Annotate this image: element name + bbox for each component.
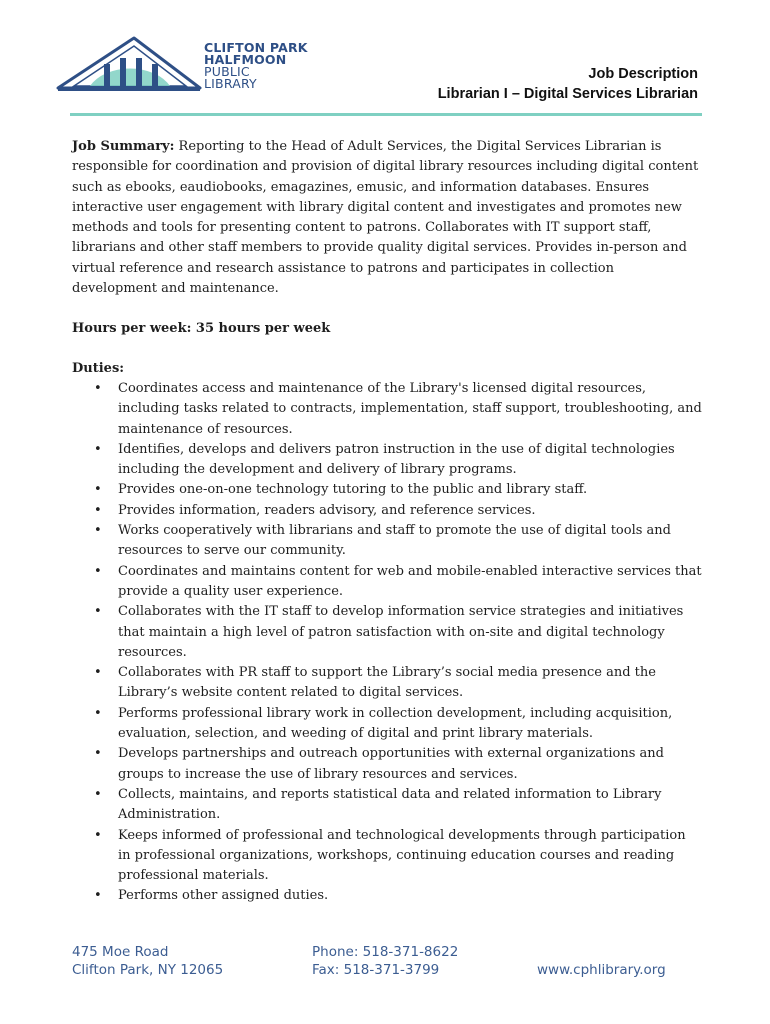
duty-text: Collects, maintains, and reports statistical data and related information to Library Administration. bbox=[118, 786, 662, 823]
bullet-icon: • bbox=[94, 827, 102, 843]
list-item bbox=[72, 785, 702, 826]
list-item bbox=[72, 440, 702, 481]
logo-line-3: PUBLIC bbox=[204, 64, 250, 79]
bullet-icon: • bbox=[94, 441, 102, 457]
duty-text: Collaborates with the IT staff to develop information service strategies and initiatives that maintain a high level of patron satisfaction with on-site and digital technology resources. bbox=[118, 604, 684, 660]
duty-text: Performs other assigned duties. bbox=[118, 888, 329, 904]
duty-text: Performs professional library work in collection development, including acquisition, evaluation, selection, and weeding of digital and print library materials. bbox=[118, 705, 673, 742]
duty-text: Identifies, develops and delivers patron instruction in the use of digital technologies including the development and delivery of library programs. bbox=[118, 441, 675, 478]
bullet-icon: • bbox=[94, 888, 102, 904]
bullet-icon: • bbox=[94, 563, 102, 579]
phone-number: Phone: 518-371-8622 bbox=[312, 944, 459, 960]
fax-number: Fax: 518-371-3799 bbox=[312, 962, 440, 978]
doc-type: Job Description bbox=[588, 66, 698, 82]
logo-line-2: HALFMOON bbox=[204, 52, 287, 67]
duty-text: Keeps informed of professional and technological developments through participation in professional organizations, workshops, continuing education courses and reading professional materials. bbox=[118, 827, 686, 884]
logo-wordmark bbox=[204, 42, 314, 90]
list-item bbox=[72, 501, 702, 521]
footer-address bbox=[72, 943, 223, 979]
bullet-icon: • bbox=[94, 502, 102, 518]
summary-text: Reporting to the Head of Adult Services, the Digital Services Librarian is responsible for coordination and provision of digital library resources including digital content such as ebooks, eaudiobooks, emagazines, emusic, and information databases. Ensures interactive user engagement with library digital content and investigates and promotes new methods and tools for presenting content to patrons. Collaborates with IT support staff, librarians and other staff members to provide quality digital services. Provides in-person and virtual reference and research assistance to patrons and participates in collection development and maintenance. bbox=[72, 139, 699, 297]
hours-per-week: Hours per week: 35 hours per week bbox=[72, 321, 331, 337]
bullet-icon: • bbox=[94, 482, 102, 498]
bullet-icon: • bbox=[94, 523, 102, 539]
bullet-icon: • bbox=[94, 746, 102, 762]
website-link[interactable]: www.cphlibrary.org bbox=[537, 962, 666, 978]
duty-text: Collaborates with PR staff to support the Library’s social media presence and the Library’s website content related to digital services. bbox=[118, 665, 656, 701]
logo-line-4: LIBRARY bbox=[204, 76, 257, 91]
header-divider bbox=[70, 113, 702, 116]
document-body bbox=[72, 137, 702, 907]
job-summary bbox=[72, 137, 702, 299]
duty-text: Coordinates and maintains content for web and mobile-enabled interactive services that provide a quality user experience. bbox=[118, 563, 702, 599]
logo-line-1: CLIFTON PARK bbox=[204, 40, 308, 55]
list-item bbox=[72, 663, 702, 704]
bullet-icon: • bbox=[94, 604, 102, 620]
duties-heading: Duties: bbox=[72, 360, 125, 376]
list-item bbox=[72, 744, 702, 785]
duty-text: Provides one-on-one technology tutoring to the public and library staff. bbox=[118, 482, 588, 498]
duties-list bbox=[72, 379, 702, 907]
list-item bbox=[72, 826, 702, 887]
list-item bbox=[72, 521, 702, 562]
address-line-1: 475 Moe Road bbox=[72, 944, 169, 960]
duty-text: Works cooperatively with librarians and staff to promote the use of digital tools and resources to serve our community. bbox=[118, 523, 671, 559]
list-item bbox=[72, 602, 702, 663]
duty-text: Develops partnerships and outreach opportunities with external organizations and groups to increase the use of library resources and services. bbox=[118, 746, 664, 782]
document-header bbox=[438, 64, 698, 104]
bullet-icon: • bbox=[94, 705, 102, 721]
duty-text: Provides information, readers advisory, and reference services. bbox=[118, 502, 536, 518]
summary-label: Job Summary: bbox=[72, 139, 175, 154]
bullet-icon: • bbox=[94, 665, 102, 681]
list-item bbox=[72, 886, 702, 906]
list-item bbox=[72, 704, 702, 745]
position-title: Librarian I – Digital Services Librarian bbox=[437, 86, 698, 102]
library-logo bbox=[54, 36, 308, 94]
footer-contact bbox=[312, 943, 458, 979]
duty-text: Coordinates access and maintenance of the Library's licensed digital resources, including tasks related to contracts, implementation, staff support, troubleshooting, and maintenance of resources. bbox=[118, 380, 702, 437]
list-item bbox=[72, 379, 702, 440]
bullet-icon: • bbox=[94, 786, 102, 802]
list-item bbox=[72, 562, 702, 603]
library-building-icon bbox=[54, 36, 204, 94]
bullet-icon: • bbox=[94, 380, 102, 396]
list-item bbox=[72, 480, 702, 500]
address-line-2: Clifton Park, NY 12065 bbox=[72, 962, 224, 978]
